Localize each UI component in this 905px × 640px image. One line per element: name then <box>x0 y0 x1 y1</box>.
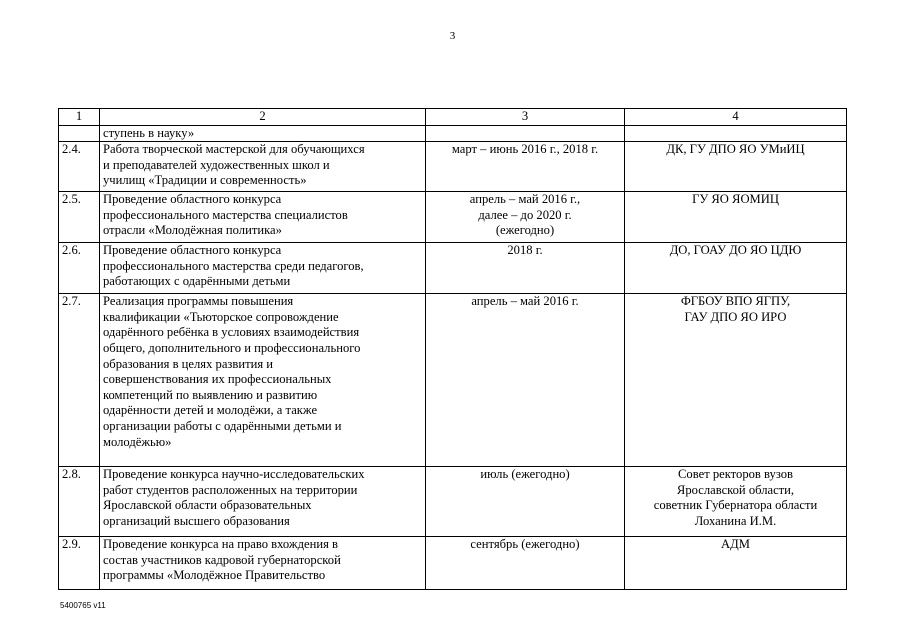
header-cell-4: 4 <box>625 109 847 126</box>
row-description: Работа творческой мастерской для обучающихся и преподавателей художественных школ и училищ «Традиции и современность» <box>100 142 426 192</box>
row-organization: ДО, ГОАУ ДО ЯО ЦДЮ <box>625 243 847 294</box>
row-dates: апрель – май 2016 г. <box>426 294 625 467</box>
row-dates: 2018 г. <box>426 243 625 294</box>
table-row <box>59 294 847 467</box>
row-organization <box>625 125 847 142</box>
row-description: Проведение областного конкурса профессионального мастерства специалистов отрасли «Молодёжная политика» <box>100 192 426 243</box>
header-cell-2: 2 <box>100 109 426 126</box>
table-row <box>59 192 847 243</box>
table-header-row <box>59 109 847 126</box>
document-code: 5400765 v11 <box>60 601 106 610</box>
row-dates: сентябрь (ежегодно) <box>426 537 625 590</box>
header-cell-1: 1 <box>59 109 100 126</box>
table-row <box>59 125 847 142</box>
row-number: 2.4. <box>59 142 100 192</box>
row-organization: ГУ ЯО ЯОМИЦ <box>625 192 847 243</box>
row-description: Проведение конкурса на право вхождения в состав участников кадровой губернаторской программы «Молодёжное Правительство <box>100 537 426 590</box>
row-description: ступень в науку» <box>100 125 426 142</box>
row-description: Реализация программы повышения квалификации «Тьюторское сопровождение одарённого ребёнка в условиях взаимодействия общего, дополнительного и профессионального образования в целях развития и совершенствования их профессиональных компетенций по выявлению и развитию одарённости детей и молодёжи, а также организации работы с одарёнными детьми и молодёжью» <box>100 294 426 467</box>
table-row <box>59 467 847 537</box>
plan-table <box>58 108 847 590</box>
row-dates: март – июнь 2016 г., 2018 г. <box>426 142 625 192</box>
table-row <box>59 243 847 294</box>
row-description: Проведение конкурса научно-исследовательских работ студентов расположенных на территории Ярославской области образовательных организаций высшего образования <box>100 467 426 537</box>
table-row <box>59 537 847 590</box>
row-number <box>59 125 100 142</box>
row-description: Проведение областного конкурса профессионального мастерства среди педагогов, работающих с одарёнными детьми <box>100 243 426 294</box>
table-row <box>59 142 847 192</box>
row-organization: ФГБОУ ВПО ЯГПУ, ГАУ ДПО ЯО ИРО <box>625 294 847 467</box>
row-number: 2.5. <box>59 192 100 243</box>
row-number: 2.7. <box>59 294 100 467</box>
row-organization: ДК, ГУ ДПО ЯО УМиИЦ <box>625 142 847 192</box>
row-dates <box>426 125 625 142</box>
row-number: 2.9. <box>59 537 100 590</box>
row-organization: Совет ректоров вузов Ярославской области, советник Губернатора области Лоханина И.М. <box>625 467 847 537</box>
page-number: 3 <box>449 30 456 42</box>
row-dates: июль (ежегодно) <box>426 467 625 537</box>
row-number: 2.6. <box>59 243 100 294</box>
row-dates: апрель – май 2016 г., далее – до 2020 г. (ежегодно) <box>426 192 625 243</box>
row-number: 2.8. <box>59 467 100 537</box>
header-cell-3: 3 <box>426 109 625 126</box>
row-organization: АДМ <box>625 537 847 590</box>
